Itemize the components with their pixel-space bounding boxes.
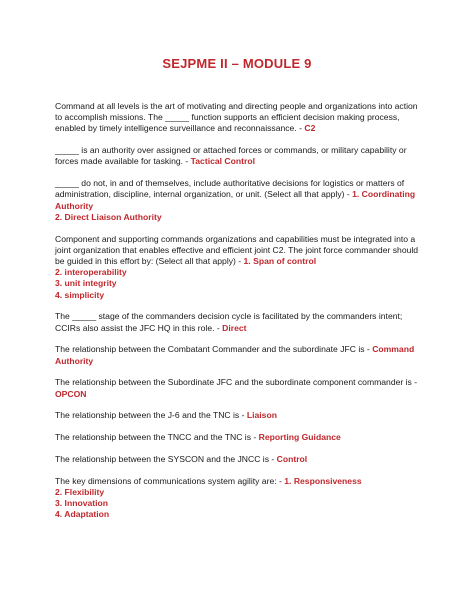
question-text: Command at all levels is the art of motivating and directing people and organizations into action to accomplish missions. The _____ function supports an efficient decision making process, enabled by timely intelligence surveillance and reconnaissance. -	[55, 101, 418, 134]
question-text: The relationship between the Combatant Commander and the subordinate JFC is -	[55, 344, 373, 355]
answer-text: 1. Coordinating Authority	[55, 189, 416, 211]
answer-extra: 3. Innovation	[55, 498, 108, 509]
qa-item-6	[55, 344, 420, 366]
qa-item-1	[55, 101, 420, 135]
answer-text: Liaison	[246, 410, 277, 421]
answer-text: 1. Responsiveness	[284, 475, 362, 486]
qa-item-9	[55, 432, 420, 443]
question-text: The relationship between the TNCC and the TNC is -	[55, 432, 259, 443]
qa-item-7	[55, 377, 420, 399]
qa-item-3	[55, 178, 420, 223]
answer-text: OPCON	[55, 388, 87, 399]
qa-item-2	[55, 145, 420, 167]
answer-extra: 4. simplicity	[55, 289, 105, 300]
answer-text: Control	[276, 454, 308, 465]
qa-item-4	[55, 234, 420, 301]
question-text: The _____ stage of the commanders decision cycle is facilitated by the commanders intent; CCIRs also assist the JFC HQ in this role. -	[55, 311, 403, 333]
question-text: _____ is an authority over assigned or attached forces or commands, or military capability or forces made available for tasking. -	[55, 145, 407, 167]
document-body	[55, 101, 420, 531]
answer-text: C2	[304, 123, 316, 134]
qa-item-5	[55, 311, 420, 333]
answer-extra: 3. unit integrity	[55, 278, 117, 289]
answer-text: 1. Span of control	[243, 256, 317, 267]
qa-item-8	[55, 410, 420, 421]
answer-text: Command Authority	[55, 344, 415, 366]
question-text: The relationship between the SYSCON and the JNCC is -	[55, 454, 277, 465]
question-text: The key dimensions of communications system agility are: -	[55, 475, 285, 486]
answer-text: Reporting Guidance	[258, 432, 341, 443]
answer-text: Direct	[222, 322, 247, 333]
page-title: SEJPME II – MODULE 9	[162, 56, 312, 71]
answer-text: Tactical Control	[190, 156, 255, 167]
question-text: The relationship between the J-6 and the TNC is -	[55, 410, 247, 421]
question-text: _____ do not, in and of themselves, include authoritative decisions for logistics or matters of administration, discipline, internal organization, or unit. (Select all that apply) -	[55, 178, 405, 200]
qa-item-10	[55, 454, 420, 465]
answer-extra: 2. interoperability	[55, 267, 127, 278]
qa-item-11	[55, 476, 420, 521]
answer-extra: 4. Adaptation	[55, 509, 110, 520]
question-text: Component and supporting commands organizations and capabilities must be integrated into a joint organization that enables effective and efficient joint C2. The joint force commander should be guided in this effort by: (Select all that apply) -	[55, 233, 419, 267]
question-text: The relationship between the Subordinate JFC and the subordinate component commander is -	[55, 377, 418, 388]
answer-extra: 2. Flexibility	[55, 487, 105, 498]
answer-extra: 2. Direct Liaison Authority	[55, 211, 162, 222]
